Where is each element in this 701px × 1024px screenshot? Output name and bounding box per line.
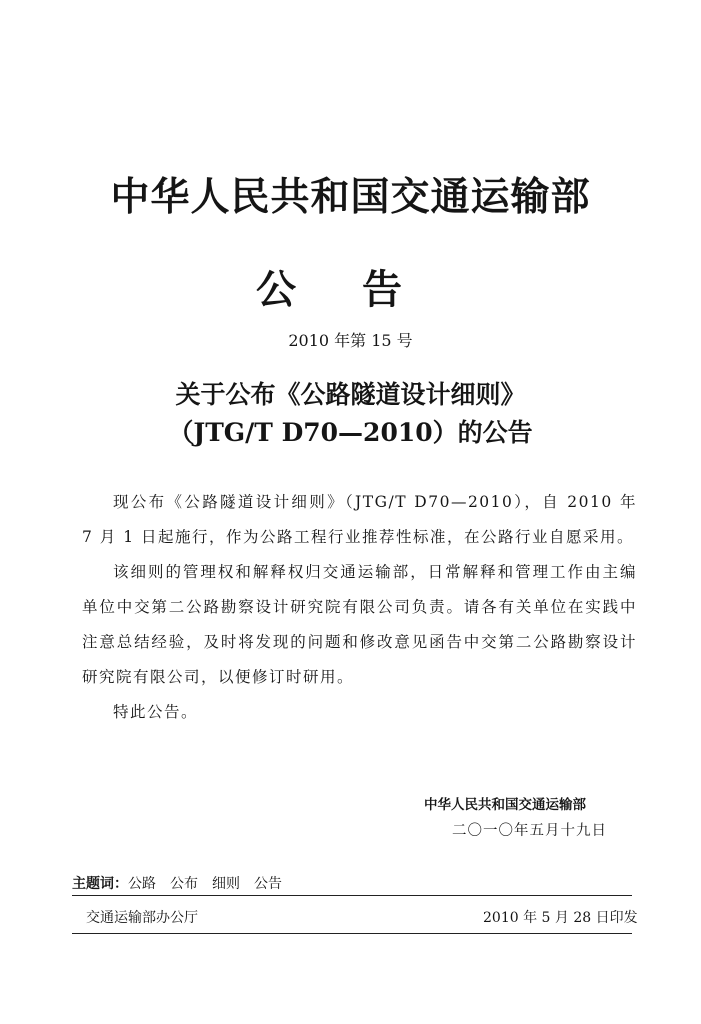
keywords-label: 主题词： xyxy=(72,876,128,892)
subject-line-2: （JTG/T D70—2010）的公告 xyxy=(168,418,533,447)
keyword: 细则 xyxy=(212,876,240,892)
announcement-title xyxy=(256,258,402,315)
issue-date: 2010 年 5 月 28 日印发 xyxy=(483,910,638,926)
announcement-title-char: 公 xyxy=(256,267,296,313)
announcement-title-char: 告 xyxy=(362,267,402,313)
keyword: 公路 xyxy=(128,876,156,892)
body-paragraph: 现公布《公路隧道设计细则》（JTG/T D70—2010），自 2010 年 7 月 1 日起施行，作为公路工程行业推荐性标准，在公路行业自愿采用。 xyxy=(82,493,637,546)
keywords-line xyxy=(72,873,296,893)
ministry-title: 中华人民共和国交通运输部 xyxy=(110,175,591,220)
divider xyxy=(72,895,632,896)
keyword: 公告 xyxy=(254,876,282,892)
body-paragraph: 该细则的管理权和解释权归交通运输部，日常解释和管理工作由主编单位中交第二公路勘察设计研究院有限公司负责。请各有关单位在实践中注意总结经验，及时将发现的问题和修改意见函告中交第二公路勘察设计研究院有限公司，以便修订时研用。 xyxy=(82,563,637,686)
document-number: 2010 年第 15 号 xyxy=(288,331,413,350)
signer-organization: 中华人民共和国交通运输部 xyxy=(424,797,586,813)
keyword: 公布 xyxy=(170,876,198,892)
subject-line-1: 关于公布《公路隧道设计细则》 xyxy=(175,380,526,409)
issuing-office: 交通运输部办公厅 xyxy=(86,910,198,926)
divider xyxy=(72,933,632,934)
closing-paragraph: 特此公告。 xyxy=(113,703,199,721)
signature-date: 二〇一〇年五月十九日 xyxy=(452,823,607,839)
